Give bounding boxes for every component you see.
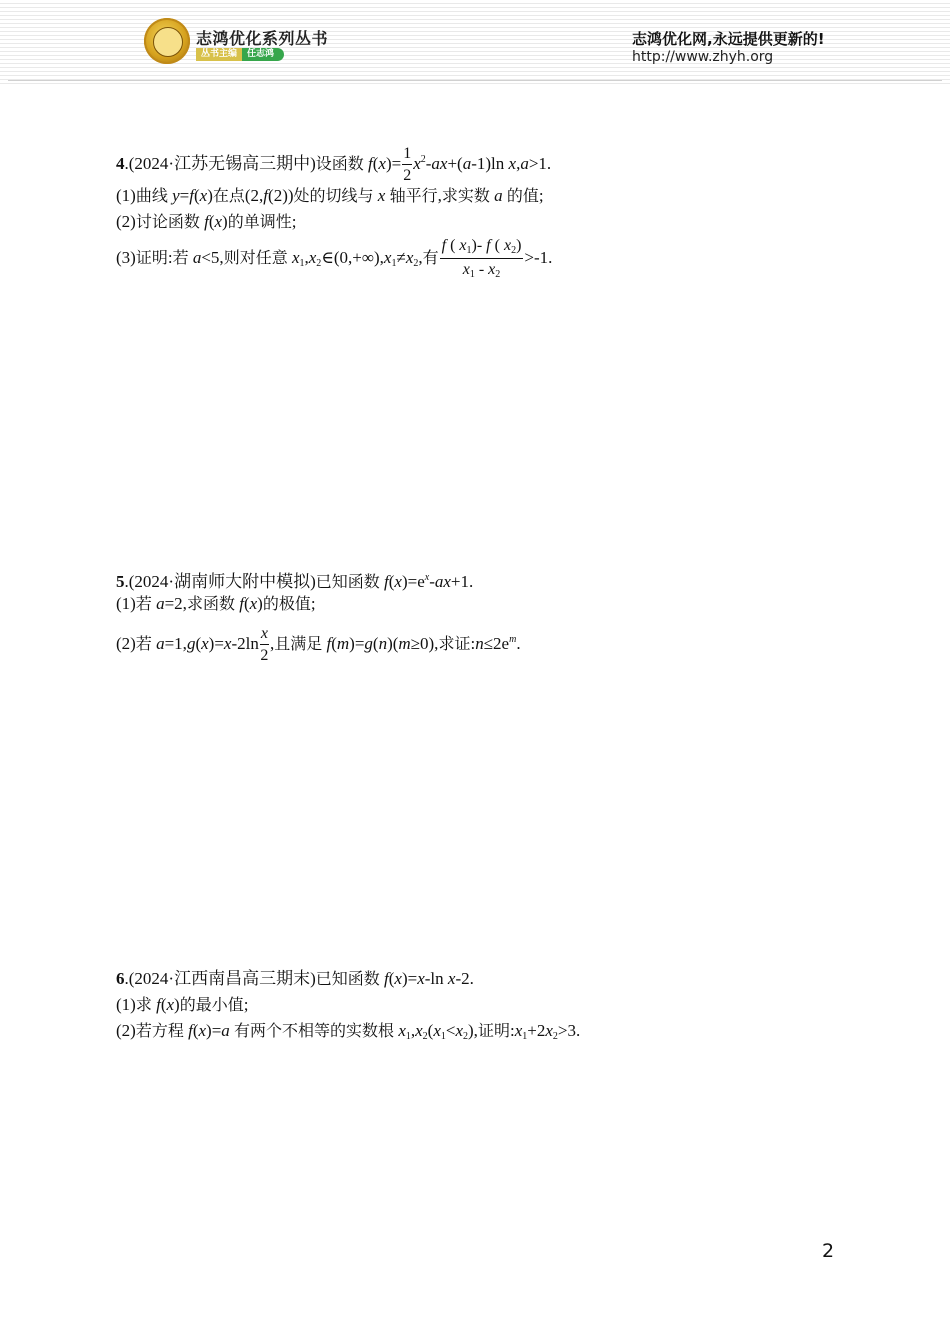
- problem-number: 6: [116, 969, 125, 988]
- problem-number: 5: [116, 572, 125, 591]
- problem-source: (2024·江苏无锡高三期中): [128, 154, 316, 173]
- editor-name: 任志鸿: [242, 48, 284, 61]
- series-title: 志鸿优化系列丛书: [196, 29, 329, 48]
- series-logo-icon: [144, 18, 190, 64]
- problem-number: 4: [116, 154, 125, 173]
- problem-5-stem: 5.(2024·湖南师大附中模拟)已知函数 $f(x)=e^x-ax+1$.: [116, 572, 474, 591]
- fraction-x-over-2: $\frac{x}{2}$: [260, 625, 269, 665]
- page-header: [0, 0, 950, 84]
- problem-6-stem: 6.(2024·江西南昌高三期末)已知函数 f(x)=x-ln x-2.: [116, 969, 474, 988]
- editor-label: 丛书主编: [196, 48, 242, 61]
- header-slogan: 志鸿优化网,永远提供更新的!: [632, 30, 825, 48]
- editor-tag: [196, 48, 284, 61]
- problem-6-part-2: (2)若方程 f(x)=a 有两个不相等的实数根 $x_1,x_2(x_1<x_2)$,证明$:x_1+2x_2>3$.: [116, 1021, 581, 1042]
- page-number: 2: [822, 1240, 835, 1262]
- fraction-one-half: $\frac{1}{2}$: [403, 145, 412, 185]
- problem-4-stem: 4.(2024·江苏无锡高三期中)设函数 f(x)= $\frac{1}{2}$ $x^2-ax+(a-1)\ln$ x,a>1.: [116, 145, 552, 185]
- problem-source: (2024·江西南昌高三期末): [128, 969, 316, 988]
- header-divider: [8, 80, 942, 81]
- problem-4-part-3: (3)证明:若 a<5,则对任意 $x_1,x_2\in(0,+\infty),x_1\ne x_2$,有 $\frac{f ( x_1)- f ( x_2)}{x_1 - x_2}$ >-1.: [116, 237, 553, 281]
- problem-5-part-1: (1)若 a=2,求函数 f(x)的极值;: [116, 594, 316, 613]
- problem-source: (2024·湖南师大附中模拟): [128, 572, 316, 591]
- problem-6-part-1: (1)求 f(x)的最小值;: [116, 995, 249, 1014]
- problem-4-part-2: (2)讨论函数 f(x)的单调性;: [116, 212, 297, 231]
- problem-4: [116, 137, 836, 281]
- problem-6: [116, 966, 836, 1044]
- problem-4-part-1: (1)曲线 y=f(x)在点(2,f(2))处的切线与 x 轴平行,求实数 a 的值;: [116, 186, 544, 205]
- problem-5: [116, 565, 836, 663]
- fraction-difference-quotient: $\frac{f ( x_1)- f ( x_2)}{x_1 - x_2}$: [441, 237, 522, 281]
- problem-5-part-2: (2)若 a=1,g(x)=x-2ln $\frac{x}{2}$ ,且满足 f(m)=g(n)(m≥0),求证$:n\le 2e^m$.: [116, 625, 521, 665]
- header-url[interactable]: http://www.zhyh.org: [632, 49, 774, 65]
